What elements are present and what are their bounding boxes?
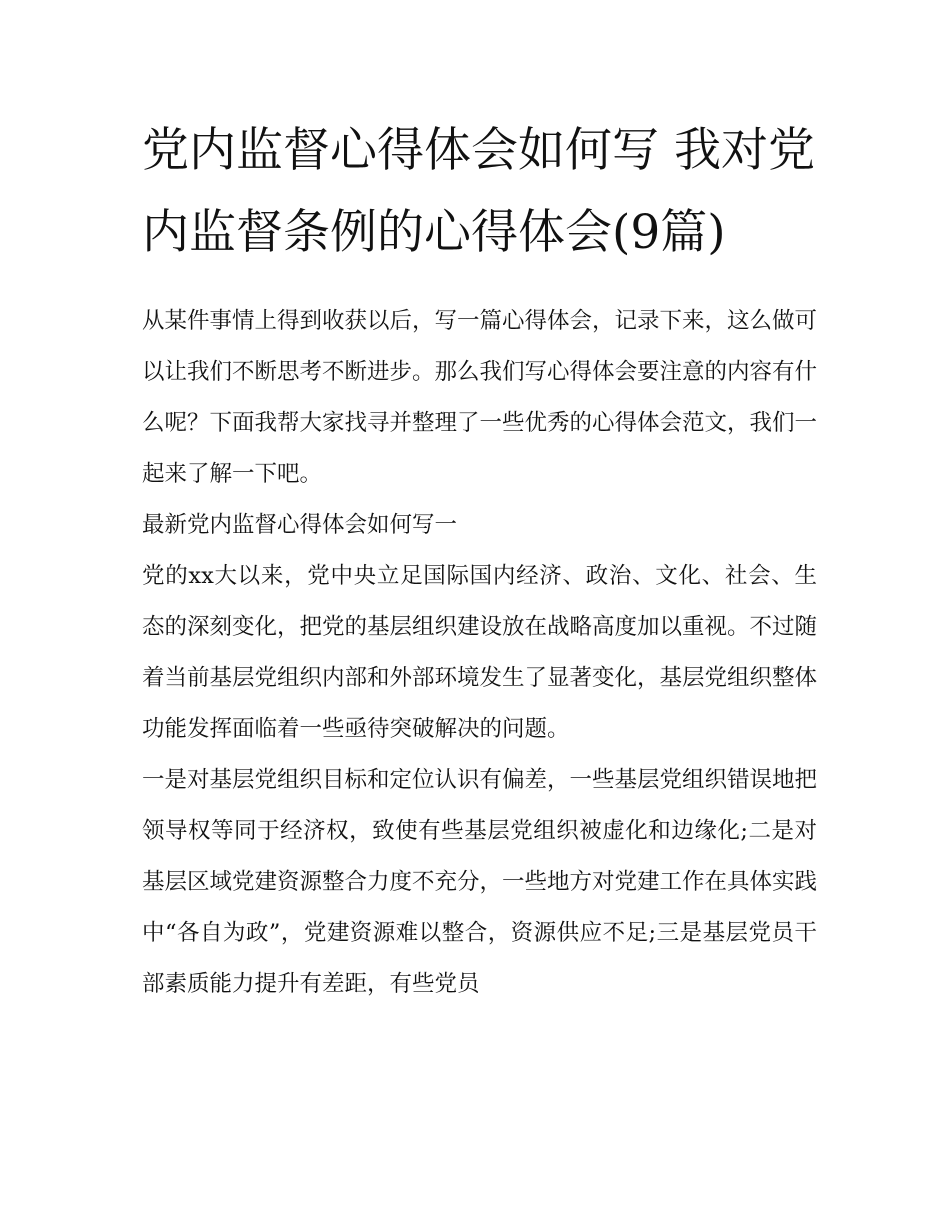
- intro-paragraph: 从某件事情上得到收获以后，写一篇心得体会，记录下来，这么做可以让我们不断思考不断进步。那么我们写心得体会要注意的内容有什么呢？下面我帮大家找寻并整理了一些优秀的心得体会范文，我们一起来了解一下吧。: [142, 308, 818, 487]
- body-paragraph: 一是对基层党组织目标和定位认识有偏差，一些基层党组织错误地把领导权等同于经济权，致使有些基层党组织被虚化和边缘化;二是对基层区域党建资源整合力度不充分，一些地方对党建工作在具体实践中“各自为政”，党建资源难以整合，资源供应不足;三是基层党员干部素质能力提升有差距，有些党员: [142, 767, 818, 997]
- section-heading: 最新党内监督心得体会如何写一: [142, 512, 458, 538]
- body-paragraph: 党的xx大以来，党中央立足国际国内经济、政治、文化、社会、生态的深刻变化，把党的基层组织建设放在战略高度加以重视。不过随着当前基层党组织内部和外部环境发生了显著变化，基层党组织整体功能发挥面临着一些亟待突破解决的问题。: [142, 563, 818, 742]
- document-body: [142, 110, 817, 1010]
- document-title: 党内监督心得体会如何写 我对党内监督条例的心得体会(9篇): [142, 123, 815, 260]
